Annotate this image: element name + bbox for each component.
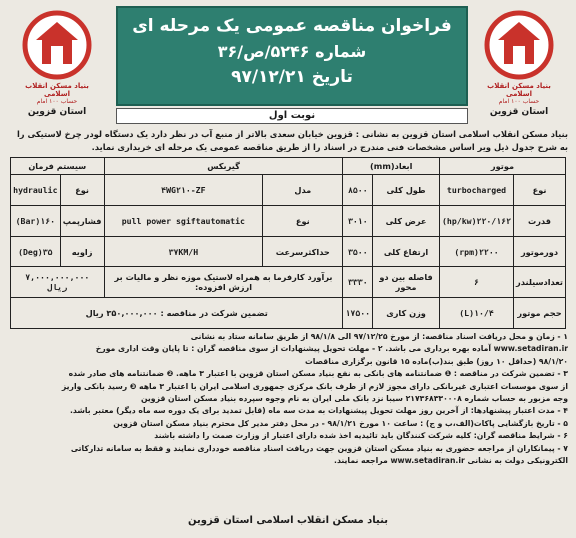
condition-line: ۹۸/۱/۲۰ (حداقل ۱۰ روز) طبق بند(ب)ماده ۱۵ قانون برگزاری مناقصات bbox=[304, 356, 568, 366]
cell-value: ۱۰/۴(L) bbox=[439, 298, 513, 329]
cell-value: ۱۶۰(Bar) bbox=[11, 205, 61, 236]
header-steering: سیستم فرمان bbox=[11, 158, 105, 175]
cell-label: طول کلی bbox=[373, 175, 440, 206]
cell-value: ۲۲۰/۱۶۲(hp/kw) bbox=[439, 205, 513, 236]
cell-label: نوع bbox=[514, 175, 566, 206]
estimate-note: برآورد کارفرما به همراه لاستیک موزه نظر و مالیات بر ارزش افزوده: bbox=[104, 267, 343, 298]
conditions-list bbox=[8, 331, 568, 511]
cell-value: ۸۵۰۰ bbox=[343, 175, 373, 206]
cell-label: قدرت bbox=[514, 205, 566, 236]
cell-label: نوع bbox=[60, 175, 104, 206]
logo-org-name: بنیاد مسکن انقلاب اسلامی bbox=[25, 82, 89, 98]
notice-number: شماره ۵۲۴۶/ص/۳۶ bbox=[217, 42, 367, 61]
cell-label: حجم موتور bbox=[514, 298, 566, 329]
table-header-row bbox=[11, 158, 566, 175]
header-motor: موتور bbox=[439, 158, 565, 175]
logo-right bbox=[474, 10, 564, 122]
notice-footer: بنیاد مسکن انقلاب اسلامی استان قزوین bbox=[188, 515, 388, 526]
cell-label: زاویه bbox=[60, 236, 104, 267]
condition-line: وجه مزبور به حساب شماره ۲۱۷۳۶۸۳۳۰۰۰۸ سیبا نزد بانک ملی ایران به نام وجوه سپرده بنیاد مسکن استان قزوین bbox=[140, 394, 568, 404]
condition-line: ۶ - شرایط مناقصه گران: کلیه شرکت کنندگان باید تائیدیه اخذ شده دارای اعتبار از وزارت صمت را داشته باشند bbox=[154, 431, 568, 441]
cell-label: فشارپمپ bbox=[60, 205, 104, 236]
logo-org-name: بنیاد مسکن انقلاب اسلامی bbox=[487, 82, 551, 98]
logo-province: استان قزوین bbox=[489, 107, 549, 117]
logo-org-sub: حساب ۱۰۰ امام bbox=[498, 98, 540, 105]
notice-date: تاریخ ۹۷/۱۲/۲۱ bbox=[231, 67, 353, 87]
condition-line: ۴ - مدت اعتبار پیشنهادها: از آخرین روز مهلت تحویل پیشنهادات به مدت سه ماه (قابل تمدید برای یک دوره سه ماه دیگر) معتبر باشد. bbox=[69, 406, 568, 416]
cell-value: ۳۵(Deg) bbox=[11, 236, 61, 267]
cell-value: ۳۷KM/H bbox=[104, 236, 263, 267]
table-row bbox=[11, 175, 566, 206]
table-row bbox=[11, 236, 566, 267]
cell-value: turbocharged bbox=[439, 175, 513, 206]
cell-value: ۳۳۳۰ bbox=[343, 267, 373, 298]
title-box bbox=[116, 6, 468, 106]
condition-line: ۳ - تضمین شرکت در مناقصه : ❶ ضمانتنامه های بانکی به نفع بنیاد مسکن استان قزوین با اعتبار ۳ ماهه. ❷ ضمانتنامه های صادر شده bbox=[68, 369, 568, 379]
header-dims: ابعاد(mm) bbox=[343, 158, 440, 175]
header-gearbox: گیربکس bbox=[104, 158, 343, 175]
notice-title: فراخوان مناقصه عمومی یک مرحله ای bbox=[132, 16, 452, 36]
cell-value: ۶ bbox=[439, 267, 513, 298]
foundation-logo-icon bbox=[484, 10, 554, 80]
logo-left bbox=[12, 10, 102, 122]
table-row bbox=[11, 298, 566, 329]
cell-label: مدل bbox=[263, 175, 343, 206]
cell-value: ۳۵۰۰ bbox=[343, 236, 373, 267]
cell-label: ارتفاع کلی bbox=[373, 236, 440, 267]
table-row bbox=[11, 205, 566, 236]
cell-value: pull power sgiftautomatic bbox=[104, 205, 263, 236]
cell-label: وزن کاری bbox=[373, 298, 440, 329]
foundation-logo-icon bbox=[22, 10, 92, 80]
condition-line: www.setadiran.ir آماده بهره برداری می باشد. ۲ - مهلت تحویل پیشنهادات از سوی مناقصه گران : تا پایان وقت اداری مورخ bbox=[95, 344, 568, 354]
estimate-value: ۷,۰۰۰,۰۰۰,۰۰۰ ریال bbox=[11, 267, 105, 298]
condition-line: از سوی موسسات اعتباری غیربانکی دارای مجوز لازم از طرف بانک مرکزی جمهوری اسلامی ایران با اعتبار ۳ ماهه ❸ رسید بانکی واریز bbox=[61, 381, 568, 391]
logo-org-sub: حساب ۱۰۰ امام bbox=[36, 98, 78, 105]
notice-round: نوبت اول bbox=[116, 108, 468, 124]
cell-value: hydraulic bbox=[11, 175, 61, 206]
cell-label: حداکثرسرعت bbox=[263, 236, 343, 267]
notice-header bbox=[8, 4, 568, 124]
spec-table bbox=[10, 157, 566, 329]
condition-line: ۷ - پیمانکاران از مراجعه حضوری به بنیاد مسکن استان قزوین جهت دریافت اسناد مناقصه خودداری نمایند و فقط به سامانه تدارکاتی bbox=[70, 443, 568, 453]
cell-label: دورموتور bbox=[514, 236, 566, 267]
condition-line: ۱ - زمان و محل دریافت اسناد مناقصه: از مورخ ۹۷/۱۲/۲۵ الی ۹۸/۱/۸ از طریق سامانه ستاد به نشانی bbox=[190, 332, 568, 341]
cell-label: تعدادسیلندر bbox=[514, 267, 566, 298]
table-row bbox=[11, 267, 566, 298]
cell-value: ۲۲۰۰(rpm) bbox=[439, 236, 513, 267]
cell-value: ۴WG۲۱۰-ZF bbox=[104, 175, 263, 206]
condition-line: ۵ - تاریخ بازگشایی پاکات(الف،ب و ج) : ساعت ۱۰ مورخ ۹۸/۱/۲۱ - در محل دفتر مدیر کل محترم بنیاد مسکن استان قزوین bbox=[113, 418, 568, 428]
condition-line: الکترونیکی دولت به نشانی www.setadiran.ir مراجعه نمایند. bbox=[334, 456, 568, 466]
cell-value: ۳۰۱۰ bbox=[343, 205, 373, 236]
cell-label: عرض کلی bbox=[373, 205, 440, 236]
cell-label: نوع bbox=[263, 205, 343, 236]
cell-value: ۱۷۵۰۰ bbox=[343, 298, 373, 329]
logo-province: استان قزوین bbox=[27, 107, 87, 117]
guarantee-amount: تضمین شرکت در مناقصه : ۳۵۰,۰۰۰,۰۰۰ ریال bbox=[11, 298, 343, 329]
cell-label: فاصله بین دو محور bbox=[373, 267, 440, 298]
intro-paragraph: بنیاد مسکن انقلاب اسلامی استان قزوین به نشانی : قزوین خیابان سعدی بالاتر از منبع آب در نظر دارد یک دستگاه لودر چرخ لاستیکی را به شرح جدول ذیل ویر اساس مشخصات فنی مندرج در اسناد را از طریق مناقصه عمومی یک مرحله ای خریداری نماید. bbox=[16, 129, 568, 152]
